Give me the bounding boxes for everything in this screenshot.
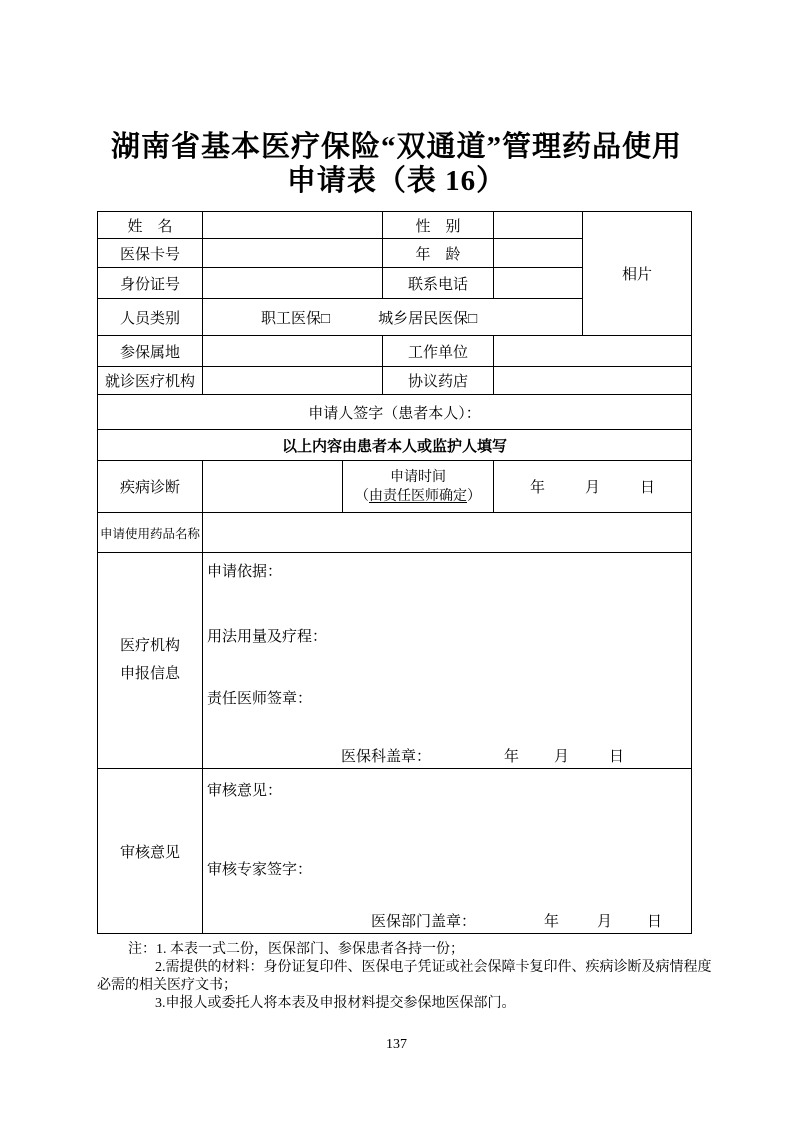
expert-signature-label: 审核专家签字： bbox=[207, 861, 313, 878]
apply-time-underlined: 由责任医师确定 bbox=[369, 488, 467, 504]
fill-notice-row: 以上内容由患者本人或监护人填写 bbox=[98, 430, 692, 461]
month-label: 月 bbox=[597, 913, 613, 930]
day-label: 日 bbox=[647, 913, 663, 930]
person-type-label: 人员类别 bbox=[98, 299, 203, 336]
name-label: 姓 名 bbox=[98, 212, 203, 239]
person-type-options-cell bbox=[203, 299, 583, 336]
day-label: 日 bbox=[640, 480, 656, 496]
work-unit-label: 工作单位 bbox=[383, 336, 494, 367]
org-declare-content-cell bbox=[203, 553, 692, 769]
insured-place-label: 参保属地 bbox=[98, 336, 203, 367]
hospital-label: 就诊医疗机构 bbox=[98, 367, 203, 395]
month-label: 月 bbox=[554, 748, 570, 765]
age-input-cell bbox=[494, 239, 583, 268]
form-title-line2: 申请表（表 16） bbox=[286, 165, 507, 197]
paren-open: （ bbox=[355, 488, 369, 504]
phone-input-cell bbox=[494, 268, 583, 299]
insured-place-input-cell bbox=[203, 336, 383, 367]
usage-course-label: 用法用量及疗程： bbox=[207, 628, 328, 645]
apply-date-cell bbox=[494, 461, 692, 513]
footnotes bbox=[97, 941, 757, 1013]
phone-label: 联系电话 bbox=[383, 268, 494, 299]
org-declare-label-line1: 医疗机构 bbox=[119, 638, 180, 654]
review-section-label: 审核意见 bbox=[98, 769, 203, 934]
paren-close: ） bbox=[467, 488, 481, 504]
diagnosis-label: 疾病诊断 bbox=[98, 461, 203, 513]
office-seal-label: 医保科盖章： bbox=[341, 748, 432, 765]
diagnosis-input-cell bbox=[203, 461, 343, 513]
note-line-4: 3.申报人或委托人将本表及申报材料提交参保地医保部门。 bbox=[155, 996, 516, 1011]
form-title bbox=[0, 130, 793, 198]
org-declare-label-line2: 申报信息 bbox=[119, 666, 180, 682]
review-opinion-label: 审核意见： bbox=[207, 782, 283, 799]
pharmacy-label: 协议药店 bbox=[383, 367, 494, 395]
id-number-label: 身份证号 bbox=[98, 268, 203, 299]
age-label: 年 龄 bbox=[383, 239, 494, 268]
pharmacy-input-cell bbox=[494, 367, 692, 395]
year-label: 年 bbox=[544, 913, 560, 930]
name-input-cell bbox=[203, 212, 383, 239]
page-number: 137 bbox=[386, 1037, 407, 1052]
gender-label: 性 别 bbox=[383, 212, 494, 239]
photo-cell: 相片 bbox=[583, 212, 692, 336]
resident-insurance-label: 城乡居民医保 bbox=[378, 310, 469, 327]
drug-name-label: 申请使用药品名称 bbox=[98, 513, 203, 553]
application-form-table bbox=[97, 211, 692, 934]
hospital-input-cell bbox=[203, 367, 383, 395]
resident-insurance-option bbox=[378, 307, 477, 328]
day-label: 日 bbox=[609, 748, 625, 765]
note-line-2: 2.需提供的材料：身份证复印件、医保电子凭证或社会保障卡复印件、疾病诊断及病情程度 bbox=[155, 960, 712, 975]
work-unit-input-cell bbox=[494, 336, 692, 367]
insurance-card-input-cell bbox=[203, 239, 383, 268]
year-label: 年 bbox=[529, 480, 545, 496]
id-number-input-cell bbox=[203, 268, 383, 299]
apply-time-line1: 申请时间 bbox=[390, 469, 446, 485]
note-line-3: 必需的相关医疗文书； bbox=[97, 978, 237, 993]
employee-insurance-option bbox=[261, 307, 330, 328]
note-line-1: 注：1. 本表一式二份，医保部门、参保患者各持一份； bbox=[128, 942, 464, 957]
doctor-signature-label: 责任医师签章： bbox=[207, 690, 313, 707]
checkbox-icon: □ bbox=[468, 310, 478, 327]
review-content-cell bbox=[203, 769, 692, 934]
org-declare-section-label bbox=[98, 553, 203, 769]
dept-seal-label: 医保部门盖章： bbox=[371, 913, 477, 930]
drug-name-input-cell bbox=[203, 513, 692, 553]
year-label: 年 bbox=[504, 748, 520, 765]
checkbox-icon: □ bbox=[321, 310, 331, 327]
applicant-signature-row: 申请人签字（患者本人）： bbox=[98, 395, 692, 430]
form-title-line1: 湖南省基本医疗保险“双通道”管理药品使用 bbox=[110, 131, 682, 163]
apply-time-label-cell bbox=[343, 461, 494, 513]
apply-basis-label: 申请依据： bbox=[207, 563, 283, 580]
apply-time-line2 bbox=[343, 487, 493, 506]
gender-input-cell bbox=[494, 212, 583, 239]
month-label: 月 bbox=[584, 480, 600, 496]
insurance-card-label: 医保卡号 bbox=[98, 239, 203, 268]
employee-insurance-label: 职工医保 bbox=[261, 310, 322, 327]
